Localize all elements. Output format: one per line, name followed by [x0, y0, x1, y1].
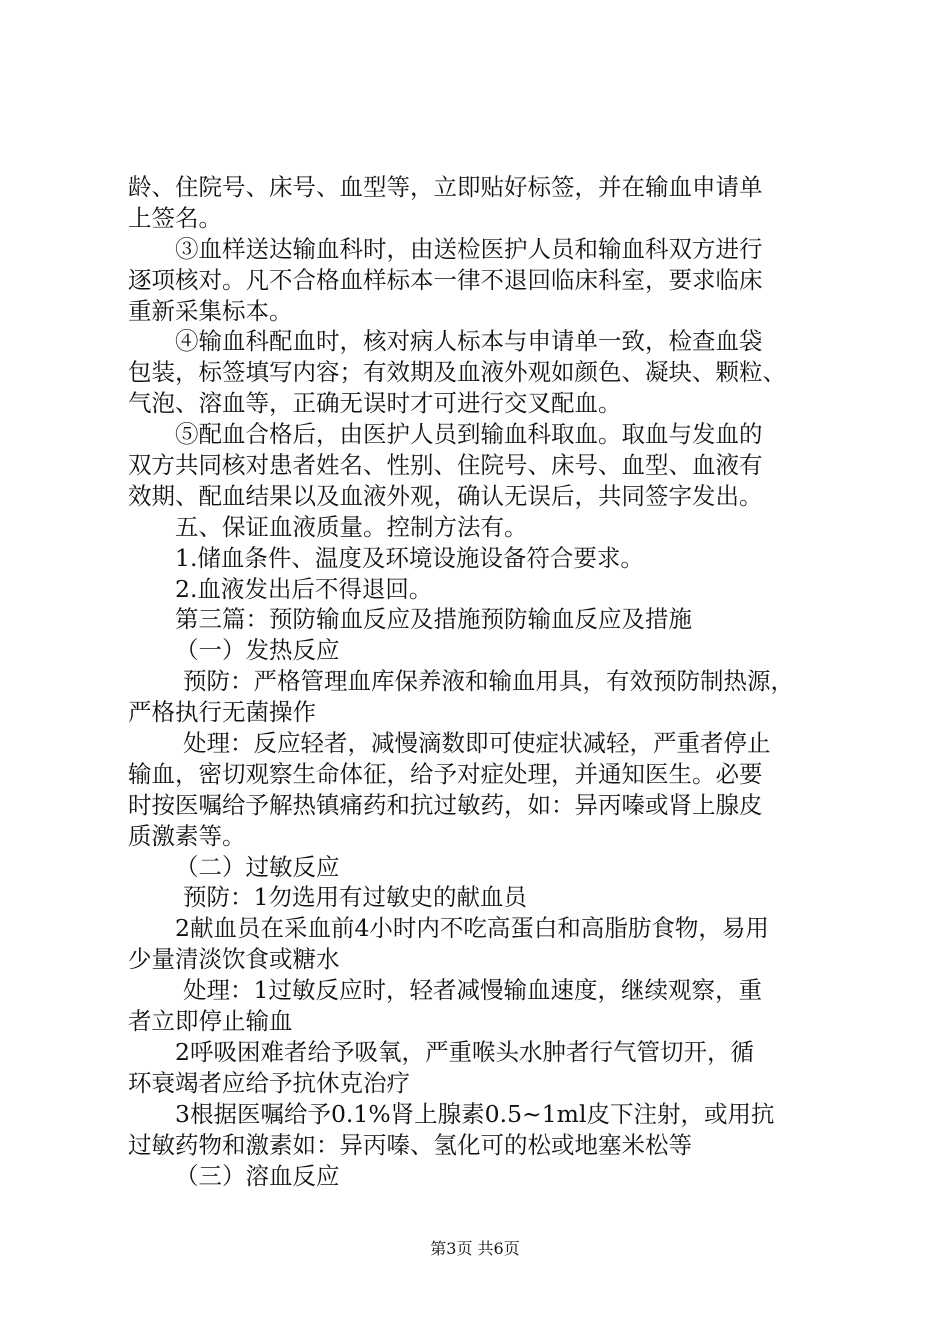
text-line: 1.储血条件、温度及环境设施设备符合要求。	[175, 543, 644, 572]
text-line: 双方共同核对患者姓名、性别、住院号、床号、血型、血液有	[128, 451, 763, 480]
text-line: 输血，密切观察生命体征，给予对症处理，并通知医生。必要	[128, 759, 763, 788]
text-line: 质激素等。	[128, 821, 246, 850]
text-line: 者立即停止输血	[128, 1007, 293, 1036]
text-line: 严格执行无菌操作	[128, 698, 316, 727]
text-line: 少量清淡饮食或糖水	[128, 945, 340, 974]
page-footer: 第3页 共6页	[430, 1239, 520, 1258]
text-line: （三）溶血反应	[175, 1161, 340, 1190]
text-line: 2.血液发出后不得退回。	[175, 574, 433, 603]
text-line: ③血样送达输血科时，由送检医护人员和输血科双方进行	[175, 234, 763, 263]
text-line: 预防：1勿选用有过敏史的献血员	[183, 883, 527, 912]
text-line: 2呼吸困难者给予吸氧，严重喉头水肿者行气管切开，循	[175, 1037, 754, 1066]
text-line: 2献血员在采血前4小时内不吃高蛋白和高脂肪食物，易用	[175, 914, 769, 943]
text-line: 处理：反应轻者，减慢滴数即可使症状减轻，严重者停止	[183, 729, 771, 758]
text-line: 第三篇：预防输血反应及措施预防输血反应及措施	[175, 605, 692, 634]
text-line: ⑤配血合格后，由医护人员到输血科取血。取血与发血的	[175, 420, 763, 449]
text-line: 处理：1过敏反应时，轻者减慢输血速度，继续观察，重	[183, 976, 762, 1005]
text-line: 重新采集标本。	[128, 296, 293, 325]
text-line: 时按医嘱给予解热镇痛药和抗过敏药，如：异丙嗪或肾上腺皮	[128, 790, 763, 819]
text-line: 上签名。	[128, 203, 222, 232]
text-line: （二）过敏反应	[175, 852, 340, 881]
text-line: 龄、住院号、床号、血型等，立即贴好标签，并在输血申请单	[128, 173, 763, 201]
text-line: 预防：严格管理血库保养液和输血用具，有效预防制热源，	[183, 667, 794, 696]
document-body	[128, 172, 836, 1191]
text-line: ④输血科配血时，核对病人标本与申请单一致，检查血袋	[175, 327, 763, 356]
text-line: 效期、配血结果以及血液外观，确认无误后，共同签字发出。	[128, 481, 763, 510]
text-line: 环衰竭者应给予抗休克治疗	[128, 1068, 410, 1097]
text-line: 3根据医嘱给予0.1%肾上腺素0.5~1ml皮下注射，或用抗	[175, 1099, 775, 1128]
text-line: 逐项核对。凡不合格血样标本一律不退回临床科室，要求临床	[128, 265, 763, 294]
text-line: 五、保证血液质量。控制方法有。	[175, 512, 528, 541]
text-line: （一）发热反应	[175, 636, 340, 665]
text-line: 包装，标签填写内容；有效期及血液外观如颜色、凝块、颗粒、	[128, 358, 786, 387]
text-line: 气泡、溶血等，正确无误时才可进行交叉配血。	[128, 389, 622, 418]
text-line: 过敏药物和激素如：异丙嗪、氢化可的松或地塞米松等	[128, 1130, 692, 1159]
